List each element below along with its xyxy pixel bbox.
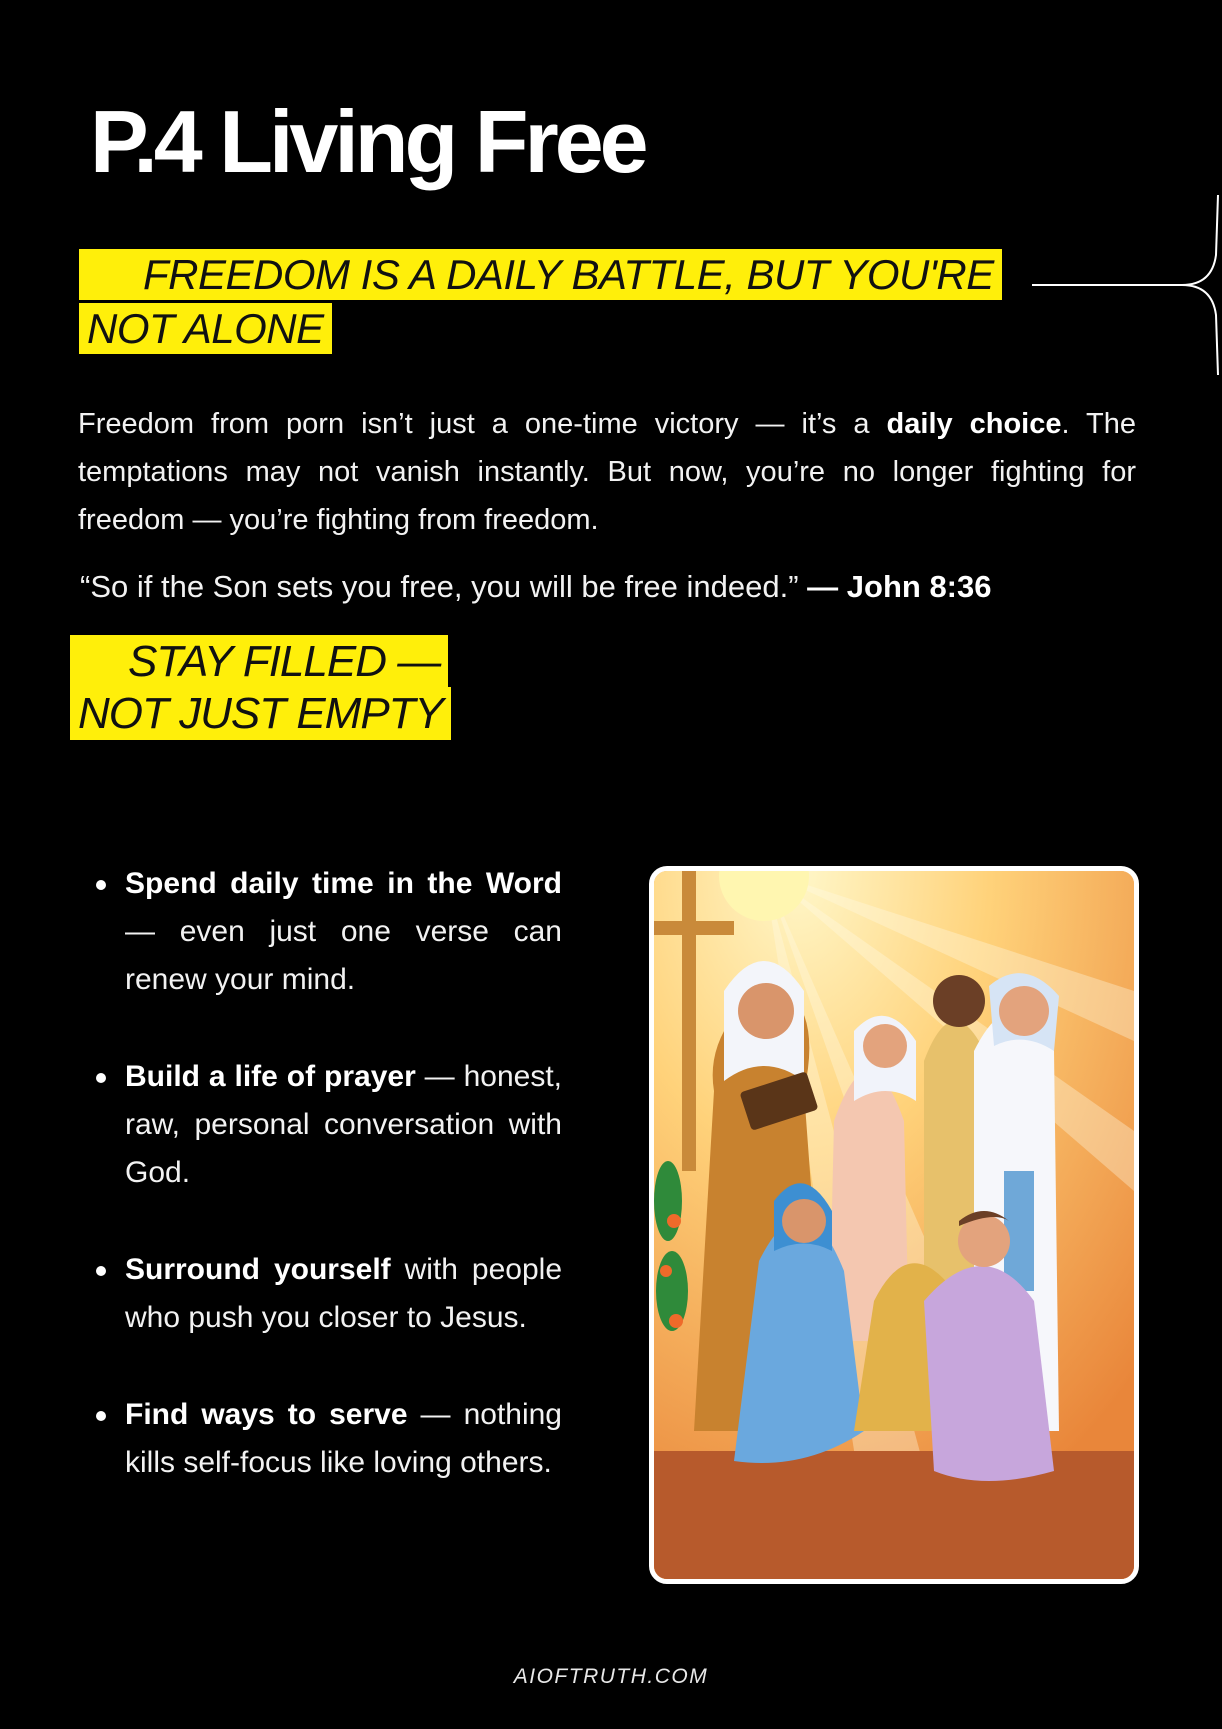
list-item-text: — nothing kills self-focus like loving others. (125, 1398, 562, 1479)
list-item (90, 860, 562, 1004)
bullet-icon (96, 880, 106, 890)
list-item-bold: Build a life of prayer (125, 1060, 416, 1093)
heading-text: FREEDOM IS A DAILY BATTLE, BUT YOU'RE NOT ALONE (87, 251, 994, 352)
list-item-text: with people who push you closer to Jesus. (125, 1253, 563, 1334)
heading-line-1: STAY FILLED — (128, 637, 441, 686)
heading-line-2: NOT JUST EMPTY (78, 689, 443, 738)
list-item (90, 1246, 562, 1342)
praying-people-illustration (649, 866, 1139, 1584)
quote-reference: — John 8:36 (807, 569, 992, 604)
list-item (90, 1053, 562, 1197)
list-item-text: — honest, raw, personal conversation with God. (125, 1060, 562, 1189)
quote-text: “So if the Son sets you free, you will be free indeed.” (80, 569, 808, 604)
list-item-bold: Surround yourself (125, 1253, 391, 1286)
bullet-icon (96, 1411, 106, 1421)
list-item-bold: Spend daily time in the Word (125, 867, 562, 900)
practice-list (90, 860, 562, 1536)
list-item-text: — even just one verse can renew your mind. (125, 915, 562, 996)
intro-text-1: Freedom from porn isn’t just a one-time victory — it’s a (78, 408, 887, 440)
list-item-bold: Find ways to serve (125, 1398, 408, 1431)
bullet-icon (96, 1266, 106, 1276)
bullet-icon (96, 1073, 106, 1083)
section-heading-stay-filled (70, 636, 490, 740)
intro-text-2: . The temptations may not vanish instantly. But now, you’re no longer fighting for freedom — you’re fighting from freedom. (78, 408, 1137, 536)
scripture-quote (80, 566, 992, 608)
curly-bracket-decoration (1022, 195, 1222, 375)
page-title: P.4 Living Free (90, 92, 645, 191)
list-item (90, 1391, 562, 1487)
footer-website: AIOFTRUTH.COM (513, 1665, 709, 1688)
intro-bold: daily choice (886, 408, 1062, 440)
section-heading-freedom (79, 248, 1039, 356)
intro-paragraph (78, 400, 1136, 544)
